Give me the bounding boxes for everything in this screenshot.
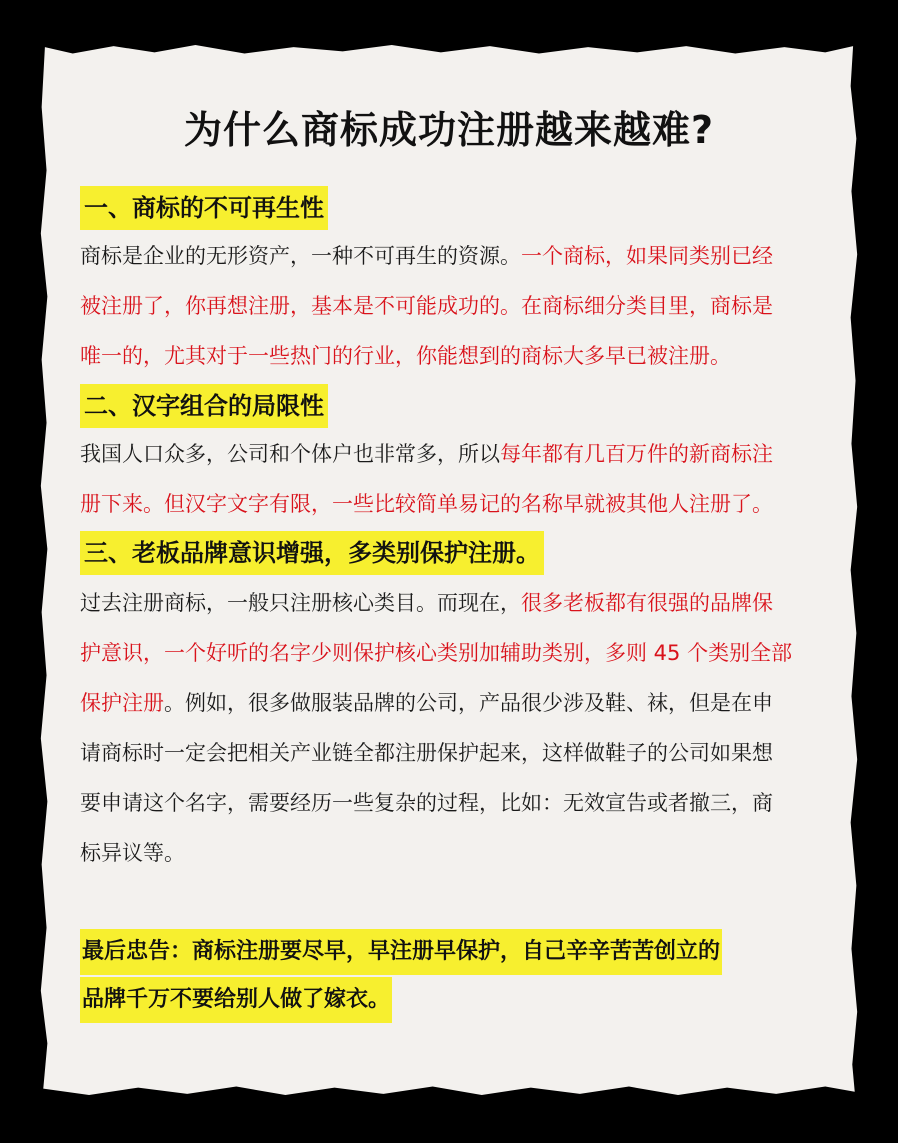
section-3-line-6 <box>80 828 830 878</box>
text-black: 商标是企业的无形资产，一种不可再生的资源。 <box>80 244 521 268</box>
section-heading-1: 一、商标的不可再生性 <box>80 186 328 230</box>
section-heading-2: 二、汉字组合的局限性 <box>80 384 328 428</box>
text-red: 很多老板都有很强的品牌保 <box>521 591 773 615</box>
page-title: 为什么商标成功注册越来越难? <box>183 108 715 152</box>
text-red: 被注册了，你再想注册，基本是不可能成功的。在商标细分类目里，商标是 <box>80 294 773 318</box>
section-2-line-1 <box>80 429 830 479</box>
text-black: 要申请这个名字，需要经历一些复杂的过程，比如：无效宣告或者撤三，商 <box>80 791 773 815</box>
text-black: 请商标时一定会把相关产业链全都注册保护起来，这样做鞋子的公司如果想 <box>80 741 773 765</box>
section-heading-3: 三、老板品牌意识增强，多类别保护注册。 <box>80 531 544 575</box>
section-1-line-3 <box>80 331 830 381</box>
text-red: 一个商标，如果同类别已经 <box>521 244 773 268</box>
text-red: 册下来。但汉字文字有限，一些比较简单易记的名称早就被其他人注册了。 <box>80 492 773 516</box>
section-3-line-3 <box>80 678 830 728</box>
section-3-line-1 <box>80 578 830 628</box>
text-black: 标异议等。 <box>80 841 185 865</box>
section-1-line-1 <box>80 231 830 281</box>
section-2-line-2 <box>80 479 830 529</box>
section-3-line-4 <box>80 728 830 778</box>
section-3-line-2 <box>80 628 830 678</box>
advice-line-1: 最后忠告：商标注册要尽早，早注册早保护，自己辛辛苦苦创立的 <box>80 929 722 975</box>
text-black: 过去注册商标，一般只注册核心类目。而现在， <box>80 591 521 615</box>
text-red: 唯一的，尤其对于一些热门的行业，你能想到的商标大多早已被注册。 <box>80 344 731 368</box>
text-black: 。例如，很多做服装品牌的公司，产品很少涉及鞋、袜，但是在申 <box>164 691 773 715</box>
text-red: 保护注册 <box>80 691 164 715</box>
section-1-line-2 <box>80 281 830 331</box>
text-black: 我国人口众多，公司和个体户也非常多，所以 <box>80 442 500 466</box>
advice-line-2: 品牌千万不要给别人做了嫁衣。 <box>80 977 392 1023</box>
section-3-line-5 <box>80 778 830 828</box>
text-red: 每年都有几百万件的新商标注 <box>500 442 773 466</box>
text-red: 护意识，一个好听的名字少则保护核心类别加辅助类别，多则 45 个类别全部 <box>80 641 793 665</box>
